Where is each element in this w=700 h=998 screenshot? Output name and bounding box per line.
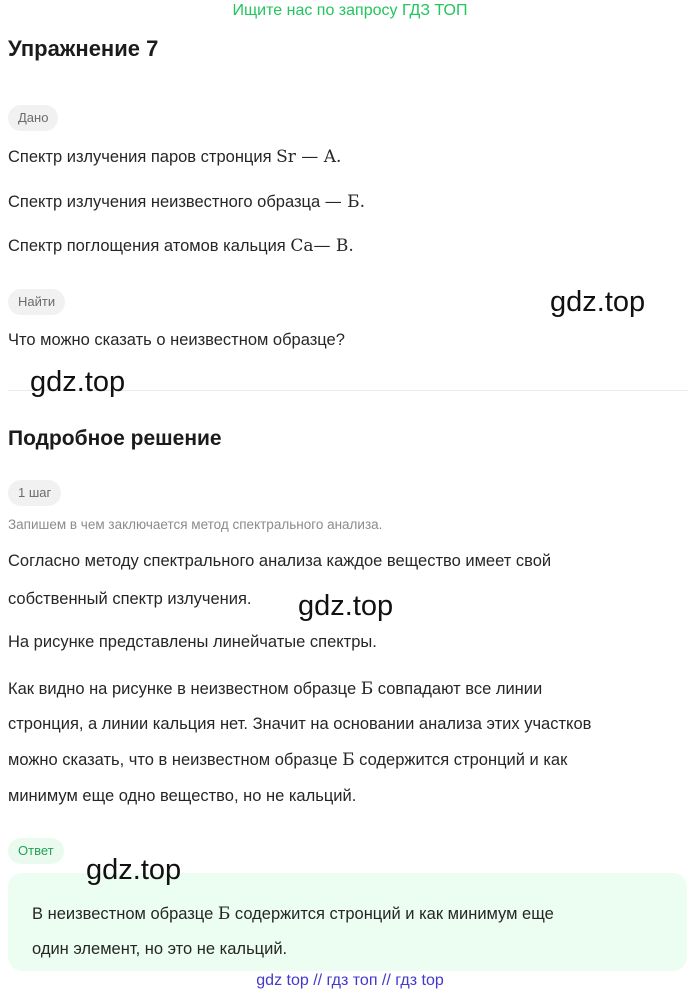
given-line-1 [8,147,341,167]
given-line-3 [8,236,354,256]
answer-line-1-b: содержится стронций и как минимум еще [230,905,554,923]
given-line-2 [8,192,365,212]
given-line-3-math: Ca— B. [290,236,354,256]
watermark: gdz.top [298,590,394,622]
watermark: gdz.top [86,854,182,886]
top-banner: Ищите нас по запросу ГДЗ ТОП [232,2,468,19]
solution-p3-line1-b: совпадают все линии [373,680,543,698]
exercise-title: Упражнение 7 [8,36,159,61]
solution-p2: На рисунке представлены линейчатые спектры. [8,633,377,651]
footer-links: gdz top // гдз топ // гдз top [256,972,444,989]
solution-p3-line2: стронция, а линии кальция нет. Значит на основании анализа этих участков [8,715,592,733]
given-badge: Дано [8,105,58,131]
answer-line-1-math: Б [217,904,231,924]
answer-line-2: один элемент, но это не кальций. [32,940,288,958]
find-badge: Найти [8,289,65,315]
solution-p3-line3-a: можно сказать, что в неизвестном образце [8,751,343,769]
solution-p1-line1: Согласно методу спектрального анализа каждое вещество имеет свой [8,552,552,570]
solution-p3-line1 [8,679,542,699]
solution-p3-line1-math: Б [360,679,374,699]
given-line-2-text: Спектр излучения неизвестного образца [8,193,325,211]
solution-title: Подробное решение [8,427,222,450]
step-hint: Запишем в чем заключается метод спектрального анализа. [8,517,383,532]
answer-line-1-a: В неизвестном образце [32,905,218,923]
step-badge: 1 шаг [8,480,61,506]
given-line-1-math: Sr — A. [276,147,342,167]
solution-p1-line2: собственный спектр излучения. [8,590,252,608]
answer-line-1 [32,904,554,924]
given-line-2-math: — Б. [324,192,366,212]
solution-p3-line1-a: Как видно на рисунке в неизвестном образце [8,680,361,698]
solution-p3-line3-b: содержится стронций и как [354,751,568,769]
find-question: Что можно сказать о неизвестном образце? [8,331,345,349]
solution-p3-line3-math: Б [342,750,355,770]
watermark: gdz.top [30,366,126,398]
given-line-1-text: Спектр излучения паров стронция [8,148,277,166]
solution-p3-line4: минимум еще одно вещество, но не кальций. [8,787,357,805]
given-line-3-text: Спектр поглощения атомов кальция [8,237,291,255]
watermark: gdz.top [550,286,646,318]
solution-p3-line3 [8,750,567,770]
answer-badge: Ответ [8,838,64,864]
